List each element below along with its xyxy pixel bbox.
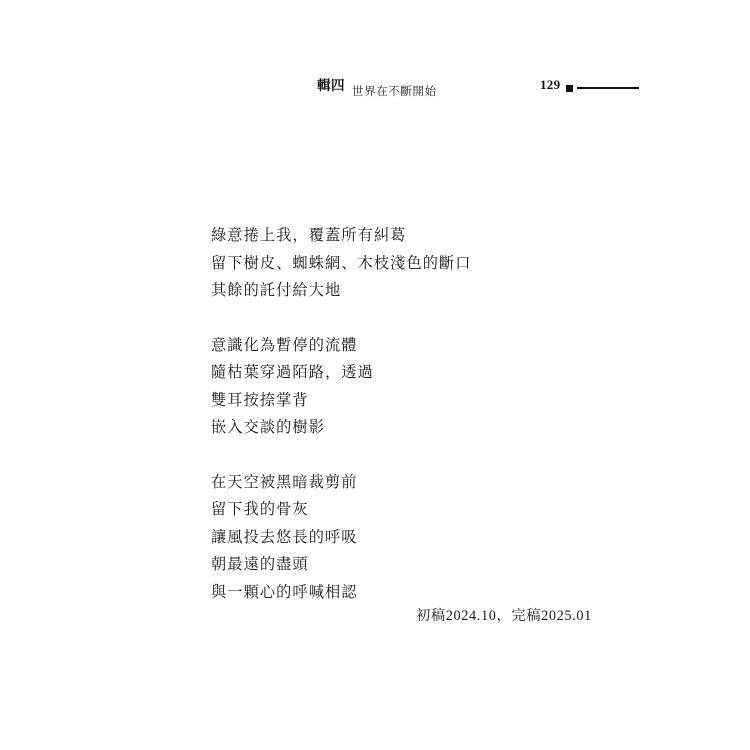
poem-line: 留下我的骨灰: [211, 501, 309, 518]
running-head-section: 輯四: [317, 78, 345, 93]
poem-line: 其餘的託付給大地: [211, 282, 342, 299]
poem-line: 嵌入交談的樹影: [211, 419, 326, 436]
page-number: 129: [540, 77, 561, 92]
colophon-date: 初稿2024.10，完稿2025.01: [416, 608, 592, 624]
poem-line: 雙耳按捺掌背: [211, 391, 309, 409]
poem-stanza: [211, 332, 591, 442]
poem-line: 意識化為暫停的流體: [211, 336, 358, 354]
poem-line: 留下樹皮、蜘蛛網、木枝淺色的斷口: [211, 254, 472, 272]
poem-line: 隨枯葉穿過陌路，透過: [211, 364, 374, 381]
poem-body: [211, 222, 591, 606]
poem-line: 與一顆心的呼喊相認: [211, 583, 358, 601]
poem-line: 綠意捲上我，覆蓋所有糾葛: [211, 227, 407, 244]
running-head-title: 世界在不斷開始: [352, 86, 437, 98]
running-head: [0, 36, 750, 98]
square-ornament-icon: [566, 85, 573, 92]
poem-line: 在天空被黑暗裁剪前: [211, 473, 358, 491]
poem-line: 讓風投去悠長的呼吸: [211, 528, 358, 546]
poem-stanza: [211, 222, 591, 305]
poem-line: 朝最遠的盡頭: [211, 556, 309, 573]
poem-stanza: [211, 469, 591, 607]
horizontal-rule-ornament: [577, 87, 639, 89]
